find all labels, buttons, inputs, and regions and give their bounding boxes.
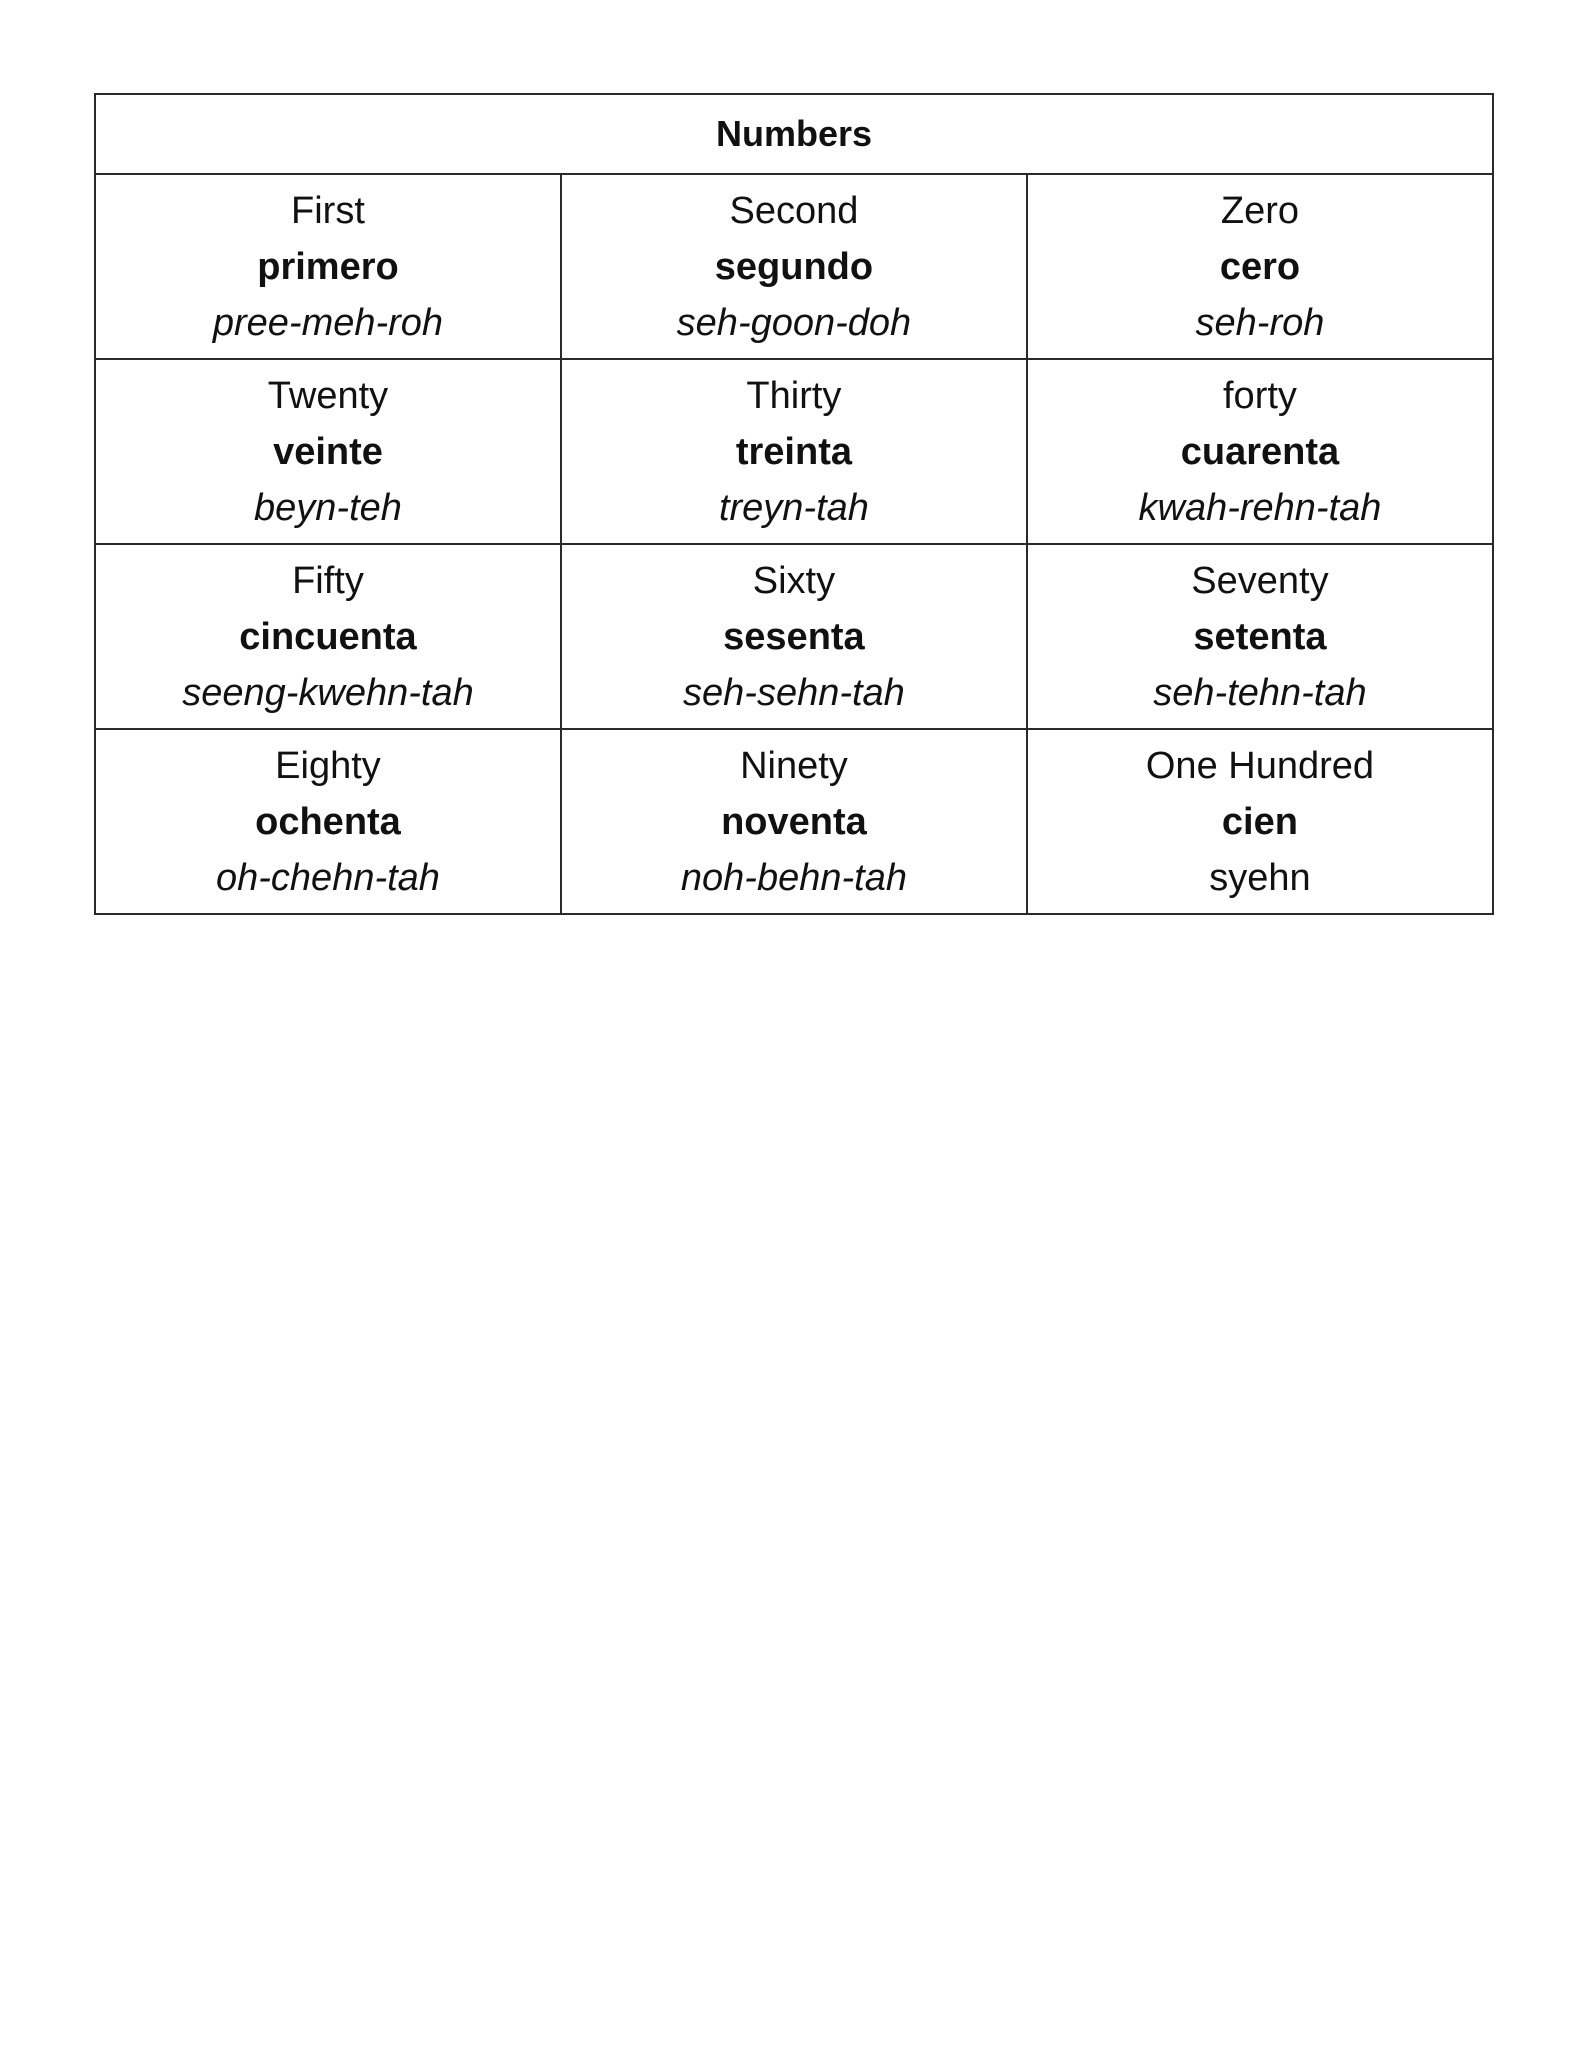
pronunciation: seh-sehn-tah [683,671,905,714]
number-cell [561,359,1027,544]
english-word: First [291,189,365,232]
pronunciation: seh-tehn-tah [1153,671,1367,714]
english-word: Ninety [740,744,848,787]
english-word: Fifty [292,559,364,602]
english-word: Sixty [752,559,836,602]
spanish-word: sesenta [723,615,865,658]
table-header-row [95,94,1493,174]
number-cell [95,174,561,359]
table-row [95,729,1493,914]
spanish-word: ochenta [255,800,401,843]
english-word: Zero [1220,189,1300,232]
table-row [95,174,1493,359]
number-cell [1027,174,1493,359]
english-word: Thirty [746,374,842,417]
spanish-word: setenta [1193,615,1327,658]
spanish-word: treinta [735,430,852,473]
english-word: Eighty [275,744,381,787]
pronunciation: pree-meh-roh [212,301,444,344]
pronunciation: noh-behn-tah [680,856,907,899]
spanish-word: cincuenta [239,615,417,658]
table-body [95,174,1493,914]
number-cell [1027,359,1493,544]
english-word: forty [1223,374,1297,417]
number-cell [95,544,561,729]
table-row [95,359,1493,544]
pronunciation: seh-roh [1195,301,1325,344]
pronunciation: seh-goon-doh [676,301,912,344]
spanish-word: segundo [714,245,874,288]
numbers-table [94,93,1494,915]
pronunciation: syehn [1209,856,1311,899]
english-word: Second [729,189,859,232]
english-word: Seventy [1191,559,1329,602]
spanish-word: cien [1221,800,1298,843]
english-word: One Hundred [1145,744,1375,787]
spanish-word: noventa [721,800,867,843]
spanish-word: veinte [273,430,383,473]
number-cell [1027,544,1493,729]
number-cell [95,359,561,544]
spanish-word: primero [257,245,399,288]
spanish-word: cuarenta [1180,430,1340,473]
table-title: Numbers [95,94,1493,174]
pronunciation: treyn-tah [718,486,869,529]
pronunciation: kwah-rehn-tah [1138,486,1382,529]
table-row [95,544,1493,729]
number-cell [561,729,1027,914]
number-cell [561,544,1027,729]
number-cell [95,729,561,914]
spanish-word: cero [1219,245,1301,288]
english-word: Twenty [267,374,389,417]
pronunciation: beyn-teh [254,486,402,529]
number-cell [561,174,1027,359]
pronunciation: oh-chehn-tah [216,856,440,899]
pronunciation: seeng-kwehn-tah [182,671,474,714]
number-cell [1027,729,1493,914]
